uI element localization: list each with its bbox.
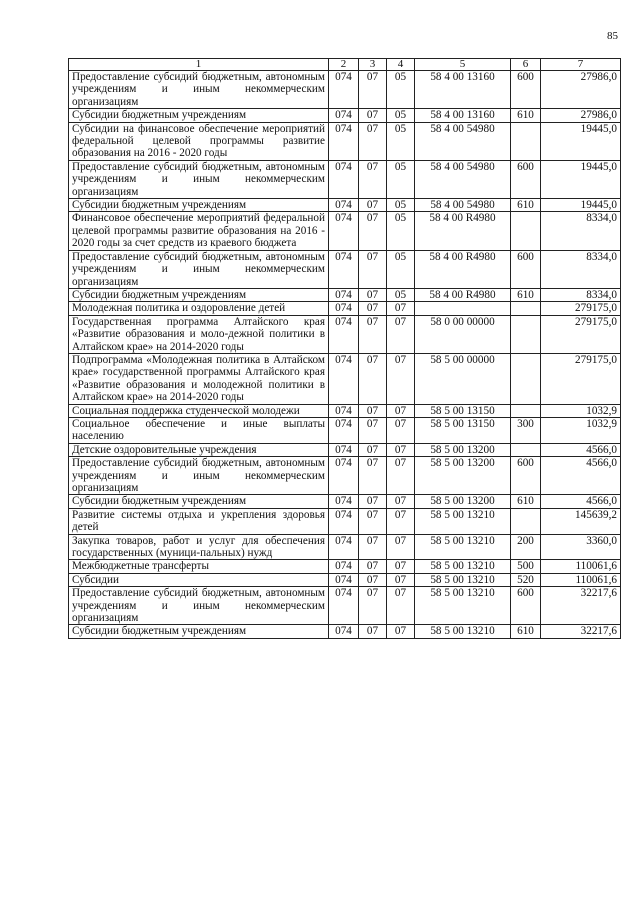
cell-csr: 58 5 00 00000 — [415, 353, 511, 404]
cell-pr: 07 — [387, 495, 415, 508]
table-row — [69, 288, 621, 301]
cell-vr: 600 — [511, 250, 541, 288]
cell-vr: 600 — [511, 71, 541, 109]
cell-rz: 07 — [359, 288, 387, 301]
header-col-csr: 5 — [415, 59, 511, 71]
budget-table — [68, 58, 621, 639]
cell-rz: 07 — [359, 417, 387, 443]
cell-pr: 07 — [387, 457, 415, 495]
cell-pr: 07 — [387, 302, 415, 315]
cell-csr: 58 5 00 13200 — [415, 457, 511, 495]
table-row — [69, 199, 621, 212]
cell-name: Предоставление субсидий бюджетным, автономным учреждениям и иным некоммерческим организациям — [69, 250, 329, 288]
table-row — [69, 315, 621, 353]
cell-sum: 279175,0 — [541, 315, 621, 353]
cell-ved: 074 — [329, 199, 359, 212]
cell-name: Государственная программа Алтайского края «Развитие образования и моло-дежной политики в Алтайском крае» на 2014-2020 годы — [69, 315, 329, 353]
cell-name: Предоставление субсидий бюджетным, автономным учреждениям и иным некоммерческим организациям — [69, 587, 329, 625]
cell-name: Развитие системы отдыха и укрепления здоровья детей — [69, 508, 329, 534]
cell-csr: 58 4 00 R4980 — [415, 250, 511, 288]
cell-pr: 07 — [387, 353, 415, 404]
cell-sum: 1032,9 — [541, 404, 621, 417]
cell-csr: 58 5 00 13210 — [415, 625, 511, 638]
cell-rz: 07 — [359, 250, 387, 288]
table-header-row — [69, 59, 621, 71]
header-col-name: 1 — [69, 59, 329, 71]
cell-ved: 074 — [329, 122, 359, 160]
cell-vr: 300 — [511, 417, 541, 443]
cell-ved: 074 — [329, 302, 359, 315]
cell-vr: 500 — [511, 560, 541, 573]
cell-csr: 58 5 00 13150 — [415, 404, 511, 417]
cell-csr: 58 0 00 00000 — [415, 315, 511, 353]
cell-name: Субсидии бюджетным учреждениям — [69, 288, 329, 301]
table-row — [69, 417, 621, 443]
cell-pr: 05 — [387, 250, 415, 288]
cell-rz: 07 — [359, 199, 387, 212]
cell-name: Субсидии бюджетным учреждениям — [69, 495, 329, 508]
cell-rz: 07 — [359, 534, 387, 560]
cell-vr: 610 — [511, 199, 541, 212]
cell-sum: 279175,0 — [541, 302, 621, 315]
cell-rz: 07 — [359, 122, 387, 160]
cell-pr: 05 — [387, 122, 415, 160]
cell-sum: 110061,6 — [541, 560, 621, 573]
table-row — [69, 160, 621, 198]
cell-name: Субсидии — [69, 573, 329, 586]
cell-ved: 074 — [329, 495, 359, 508]
table-row — [69, 212, 621, 250]
cell-sum: 4566,0 — [541, 457, 621, 495]
cell-rz: 07 — [359, 160, 387, 198]
cell-rz: 07 — [359, 457, 387, 495]
table-row — [69, 587, 621, 625]
cell-name: Предоставление субсидий бюджетным, автономным учреждениям и иным некоммерческим организациям — [69, 457, 329, 495]
cell-sum: 1032,9 — [541, 417, 621, 443]
cell-sum: 19445,0 — [541, 160, 621, 198]
table-row — [69, 353, 621, 404]
cell-ved: 074 — [329, 109, 359, 122]
cell-rz: 07 — [359, 212, 387, 250]
header-col-pr: 4 — [387, 59, 415, 71]
cell-csr: 58 4 00 54980 — [415, 199, 511, 212]
cell-ved: 074 — [329, 443, 359, 456]
cell-rz: 07 — [359, 315, 387, 353]
cell-name: Финансовое обеспечение мероприятий федеральной целевой программы развитие образования на 2016 - 2020 годы за счет средств из краевого бюджета — [69, 212, 329, 250]
cell-rz: 07 — [359, 109, 387, 122]
cell-sum: 4566,0 — [541, 443, 621, 456]
cell-pr: 05 — [387, 109, 415, 122]
cell-vr: 600 — [511, 160, 541, 198]
cell-sum: 27986,0 — [541, 109, 621, 122]
cell-name: Закупка товаров, работ и услуг для обеспечения государственных (муници-пальных) нужд — [69, 534, 329, 560]
table-row — [69, 508, 621, 534]
cell-csr: 58 4 00 13160 — [415, 71, 511, 109]
cell-pr: 05 — [387, 71, 415, 109]
cell-pr: 07 — [387, 404, 415, 417]
cell-pr: 07 — [387, 315, 415, 353]
table-row — [69, 443, 621, 456]
cell-csr: 58 5 00 13210 — [415, 560, 511, 573]
cell-name: Социальное обеспечение и иные выплаты населению — [69, 417, 329, 443]
cell-ved: 074 — [329, 457, 359, 495]
cell-ved: 074 — [329, 353, 359, 404]
cell-name: Субсидии бюджетным учреждениям — [69, 109, 329, 122]
cell-ved: 074 — [329, 71, 359, 109]
cell-rz: 07 — [359, 404, 387, 417]
cell-pr: 07 — [387, 573, 415, 586]
cell-name: Молодежная политика и оздоровление детей — [69, 302, 329, 315]
table-row — [69, 122, 621, 160]
table-row — [69, 534, 621, 560]
cell-csr — [415, 302, 511, 315]
cell-name: Подпрограмма «Молодежная политика в Алтайском крае» государственной программы Алтайского края «Развитие образования и молодежной политики в Алтайском крае» на 2014-2020 годы — [69, 353, 329, 404]
cell-name: Социальная поддержка студенческой молодежи — [69, 404, 329, 417]
cell-rz: 07 — [359, 573, 387, 586]
table-row — [69, 625, 621, 638]
cell-ved: 074 — [329, 625, 359, 638]
cell-name: Субсидии на финансовое обеспечение мероприятий федеральной целевой программы развитие образования на 2016 - 2020 годы — [69, 122, 329, 160]
cell-csr: 58 5 00 13210 — [415, 573, 511, 586]
cell-rz: 07 — [359, 353, 387, 404]
cell-name: Предоставление субсидий бюджетным, автономным учреждениям и иным некоммерческим организациям — [69, 71, 329, 109]
cell-name: Субсидии бюджетным учреждениям — [69, 625, 329, 638]
cell-sum: 32217,6 — [541, 625, 621, 638]
cell-vr: 600 — [511, 587, 541, 625]
table-row — [69, 109, 621, 122]
cell-vr: 200 — [511, 534, 541, 560]
cell-name: Межбюджетные трансферты — [69, 560, 329, 573]
cell-csr: 58 5 00 13150 — [415, 417, 511, 443]
cell-ved: 074 — [329, 560, 359, 573]
cell-csr: 58 5 00 13210 — [415, 508, 511, 534]
cell-csr: 58 5 00 13200 — [415, 495, 511, 508]
cell-rz: 07 — [359, 587, 387, 625]
cell-vr: 520 — [511, 573, 541, 586]
cell-sum: 32217,6 — [541, 587, 621, 625]
cell-vr: 610 — [511, 625, 541, 638]
cell-csr: 58 5 00 13210 — [415, 534, 511, 560]
header-col-sum: 7 — [541, 59, 621, 71]
cell-rz: 07 — [359, 495, 387, 508]
cell-sum: 3360,0 — [541, 534, 621, 560]
cell-pr: 05 — [387, 199, 415, 212]
cell-vr: 610 — [511, 495, 541, 508]
table-row — [69, 302, 621, 315]
cell-sum: 279175,0 — [541, 353, 621, 404]
cell-name: Субсидии бюджетным учреждениям — [69, 199, 329, 212]
cell-pr: 07 — [387, 587, 415, 625]
header-col-vr: 6 — [511, 59, 541, 71]
cell-sum: 110061,6 — [541, 573, 621, 586]
page-number: 85 — [607, 30, 618, 42]
table-row — [69, 573, 621, 586]
cell-vr — [511, 404, 541, 417]
cell-pr: 05 — [387, 160, 415, 198]
cell-sum: 8334,0 — [541, 212, 621, 250]
cell-sum: 27986,0 — [541, 71, 621, 109]
table-row — [69, 404, 621, 417]
cell-vr — [511, 212, 541, 250]
cell-pr: 05 — [387, 288, 415, 301]
cell-csr: 58 5 00 13210 — [415, 587, 511, 625]
table-row — [69, 250, 621, 288]
cell-name: Предоставление субсидий бюджетным, автономным учреждениям и иным некоммерческим организациям — [69, 160, 329, 198]
cell-ved: 074 — [329, 250, 359, 288]
table-row — [69, 495, 621, 508]
cell-rz: 07 — [359, 302, 387, 315]
cell-rz: 07 — [359, 625, 387, 638]
cell-sum: 145639,2 — [541, 508, 621, 534]
cell-vr: 600 — [511, 457, 541, 495]
header-col-rz: 3 — [359, 59, 387, 71]
cell-rz: 07 — [359, 71, 387, 109]
cell-pr: 07 — [387, 625, 415, 638]
cell-vr: 610 — [511, 288, 541, 301]
cell-ved: 074 — [329, 573, 359, 586]
table-body — [69, 71, 621, 639]
cell-rz: 07 — [359, 508, 387, 534]
cell-pr: 07 — [387, 417, 415, 443]
cell-csr: 58 4 00 54980 — [415, 160, 511, 198]
cell-sum: 8334,0 — [541, 250, 621, 288]
cell-sum: 8334,0 — [541, 288, 621, 301]
cell-vr — [511, 302, 541, 315]
table-row — [69, 457, 621, 495]
cell-ved: 074 — [329, 587, 359, 625]
cell-ved: 074 — [329, 160, 359, 198]
cell-vr — [511, 353, 541, 404]
cell-csr: 58 4 00 54980 — [415, 122, 511, 160]
cell-pr: 07 — [387, 443, 415, 456]
cell-sum: 19445,0 — [541, 199, 621, 212]
cell-csr: 58 4 00 R4980 — [415, 212, 511, 250]
cell-ved: 074 — [329, 417, 359, 443]
cell-pr: 07 — [387, 560, 415, 573]
cell-pr: 05 — [387, 212, 415, 250]
cell-sum: 19445,0 — [541, 122, 621, 160]
cell-ved: 074 — [329, 534, 359, 560]
cell-csr: 58 4 00 R4980 — [415, 288, 511, 301]
cell-name: Детские оздоровительные учреждения — [69, 443, 329, 456]
cell-vr — [511, 508, 541, 534]
cell-vr — [511, 443, 541, 456]
cell-vr — [511, 315, 541, 353]
cell-ved: 074 — [329, 404, 359, 417]
cell-ved: 074 — [329, 315, 359, 353]
cell-rz: 07 — [359, 443, 387, 456]
header-col-ved: 2 — [329, 59, 359, 71]
cell-csr: 58 4 00 13160 — [415, 109, 511, 122]
cell-pr: 07 — [387, 508, 415, 534]
cell-sum: 4566,0 — [541, 495, 621, 508]
cell-ved: 074 — [329, 508, 359, 534]
cell-rz: 07 — [359, 560, 387, 573]
cell-vr: 610 — [511, 109, 541, 122]
cell-csr: 58 5 00 13200 — [415, 443, 511, 456]
table-row — [69, 71, 621, 109]
cell-ved: 074 — [329, 212, 359, 250]
cell-ved: 074 — [329, 288, 359, 301]
cell-vr — [511, 122, 541, 160]
cell-pr: 07 — [387, 534, 415, 560]
table-row — [69, 560, 621, 573]
